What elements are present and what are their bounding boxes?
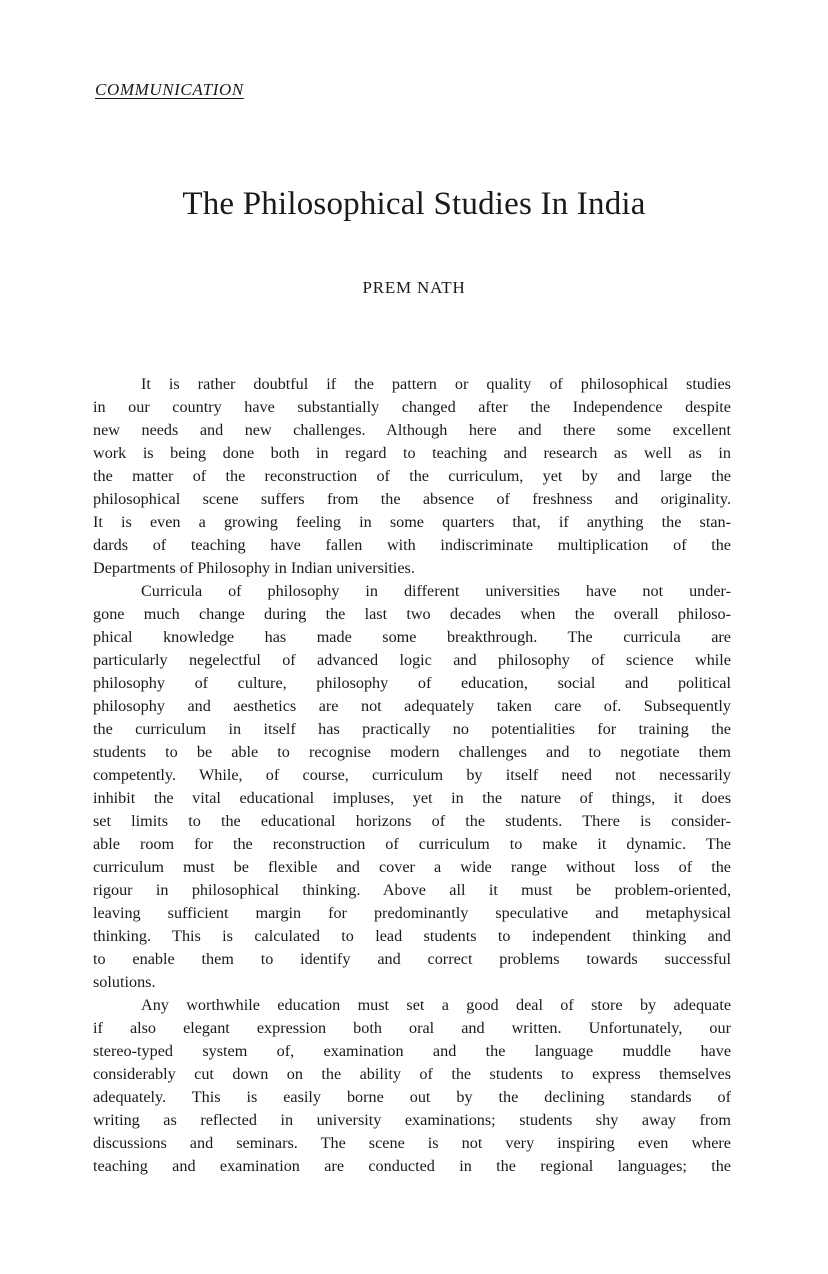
text-line: curriculum must be flexible and cover a wide range without loss of the — [93, 858, 731, 876]
text-line: stereo-typed system of, examination and the language muddle have — [93, 1042, 731, 1060]
text-line: inhibit the vital educational impluses, yet in the nature of things, it does — [93, 789, 731, 807]
text-line: if also elegant expression both oral and written. Unfortunately, our — [93, 1019, 731, 1037]
paragraph — [93, 580, 731, 994]
text-line: adequately. This is easily borne out by the declining standards of — [93, 1088, 731, 1106]
text-line: the curriculum in itself has practically no potentialities for training the — [93, 720, 731, 738]
text-line: in our country have substantially changed after the Independence despite — [93, 398, 731, 416]
article-body — [93, 373, 731, 1178]
text-line: It is rather doubtful if the pattern or quality of philosophical studies — [141, 375, 731, 393]
text-line: gone much change during the last two decades when the overall philoso- — [93, 605, 731, 623]
text-line: set limits to the educational horizons of the students. There is consider- — [93, 812, 731, 830]
text-line: competently. While, of course, curriculum by itself need not necessarily — [93, 766, 731, 784]
text-line: philosophy and aesthetics are not adequately taken care of. Subsequently — [93, 697, 731, 715]
text-line: work is being done both in regard to teaching and research as well as in — [93, 444, 731, 462]
text-line: philosophy of culture, philosophy of education, social and political — [93, 674, 731, 692]
article-title: The Philosophical Studies In India — [182, 186, 646, 222]
text-line: Any worthwhile education must set a good deal of store by adequate — [141, 996, 731, 1014]
text-line: new needs and new challenges. Although here and there some excellent — [93, 421, 731, 439]
text-line: solutions. — [93, 973, 156, 991]
text-line: writing as reflected in university examinations; students shy away from — [93, 1111, 731, 1129]
text-line: able room for the reconstruction of curriculum to make it dynamic. The — [93, 835, 731, 853]
text-line: students to be able to recognise modern challenges and to negotiate them — [93, 743, 731, 761]
text-line: discussions and seminars. The scene is not very inspiring even where — [93, 1134, 731, 1152]
text-line: phical knowledge has made some breakthrough. The curricula are — [93, 628, 731, 646]
text-line: the matter of the reconstruction of the curriculum, yet by and large the — [93, 467, 731, 485]
paragraph — [93, 994, 731, 1178]
text-line: philosophical scene suffers from the absence of freshness and originality. — [93, 490, 731, 508]
text-line: leaving sufficient margin for predominantly speculative and metaphysical — [93, 904, 731, 922]
text-line: considerably cut down on the ability of the students to express themselves — [93, 1065, 731, 1083]
text-line: to enable them to identify and correct problems towards successful — [93, 950, 731, 968]
article-author: PREM NATH — [362, 278, 466, 297]
paragraph — [93, 373, 731, 580]
text-line: dards of teaching have fallen with indiscriminate multiplication of the — [93, 536, 731, 554]
text-line: particularly negelectful of advanced logic and philosophy of science while — [93, 651, 731, 669]
section-label: COMMUNICATION — [95, 80, 244, 99]
text-line: Curricula of philosophy in different universities have not under- — [141, 582, 731, 600]
text-line: rigour in philosophical thinking. Above all it must be problem-oriented, — [93, 881, 731, 899]
text-line: It is even a growing feeling in some quarters that, if anything the stan- — [93, 513, 731, 531]
text-line: teaching and examination are conducted in the regional languages; the — [93, 1157, 731, 1175]
text-line: Departments of Philosophy in Indian universities. — [93, 559, 415, 577]
text-line: thinking. This is calculated to lead students to independent thinking and — [93, 927, 731, 945]
